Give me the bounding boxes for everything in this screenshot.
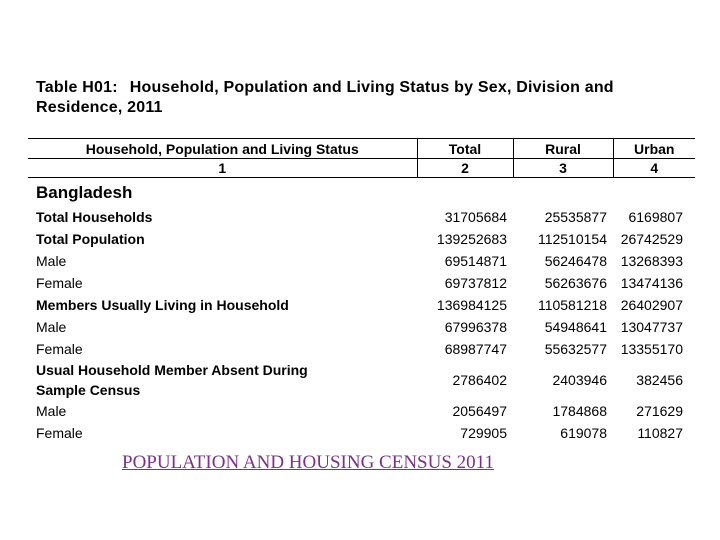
- row-label: Male: [36, 403, 67, 419]
- row-label-line2: Sample Census: [36, 382, 141, 398]
- row-total: 139252683: [436, 231, 507, 247]
- row-label: Female: [36, 341, 83, 357]
- row-total: 136984125: [436, 297, 507, 313]
- table-title-text: Household, Population and Living Status by Sex, Division and Residence, 2011: [36, 79, 614, 116]
- table-row: [28, 400, 695, 422]
- row-rural: 2403946: [552, 372, 607, 388]
- row-total: 729905: [460, 425, 507, 441]
- row-urban: 110827: [637, 425, 683, 441]
- table-row: [28, 316, 695, 338]
- row-urban: 13474136: [620, 275, 683, 291]
- row-rural: 1784868: [552, 403, 607, 419]
- header-rural: Rural: [513, 139, 613, 159]
- row-label: [28, 360, 417, 400]
- row-total: 68987747: [444, 341, 507, 357]
- row-rural: 25535877: [544, 209, 607, 225]
- row-label: Female: [36, 425, 83, 441]
- table-row: [28, 338, 695, 360]
- table-row: [28, 422, 695, 444]
- table-row: [28, 250, 695, 272]
- row-urban: 13355170: [620, 341, 683, 357]
- footer-census-link[interactable]: POPULATION AND HOUSING CENSUS 2011: [122, 452, 494, 473]
- column-number-1: 1: [28, 159, 417, 178]
- row-urban: 26402907: [620, 297, 683, 313]
- section-row: [28, 178, 695, 207]
- row-urban: 6169807: [628, 209, 683, 225]
- row-rural: 110581218: [537, 297, 607, 313]
- section-title-bangladesh: Bangladesh: [36, 183, 133, 202]
- header-row: [28, 139, 695, 159]
- table-row: [28, 228, 695, 250]
- column-number-4: 4: [613, 159, 695, 178]
- row-urban: 26742529: [620, 231, 683, 247]
- row-label: Total Population: [36, 231, 145, 247]
- row-rural: 55632577: [544, 341, 607, 357]
- header-urban: Urban: [613, 139, 695, 159]
- row-rural: 56263676: [544, 275, 607, 291]
- header-status: Household, Population and Living Status: [28, 139, 417, 159]
- row-label: Total Households: [36, 209, 153, 225]
- row-urban: 271629: [636, 403, 683, 419]
- row-rural: 112510154: [537, 231, 607, 247]
- row-total: 69737812: [444, 275, 507, 291]
- table-title: [36, 78, 696, 118]
- column-number-2: 2: [417, 159, 513, 178]
- row-urban: 13268393: [620, 253, 683, 269]
- row-label: Male: [36, 253, 67, 269]
- census-table: [28, 138, 695, 444]
- table-title-prefix: Table H01:: [36, 79, 118, 96]
- row-rural: 54948641: [544, 319, 607, 335]
- row-total: 2786402: [452, 372, 507, 388]
- header-total: Total: [417, 139, 513, 159]
- row-label: Members Usually Living in Household: [36, 297, 289, 313]
- table-row: [28, 294, 695, 316]
- row-urban: 382456: [636, 372, 683, 388]
- table-row: [28, 360, 695, 400]
- column-number-3: 3: [513, 159, 613, 178]
- row-total: 31705684: [444, 209, 507, 225]
- row-rural: 619078: [560, 425, 607, 441]
- table-row: [28, 272, 695, 294]
- row-rural: 56246478: [544, 253, 607, 269]
- row-urban: 13047737: [620, 319, 683, 335]
- table-row: [28, 206, 695, 228]
- row-total: 67996378: [444, 319, 507, 335]
- row-label: Female: [36, 275, 83, 291]
- row-label: Male: [36, 319, 67, 335]
- row-total: 69514871: [444, 253, 507, 269]
- row-total: 2056497: [452, 403, 507, 419]
- row-label-line1: Usual Household Member Absent During: [36, 362, 308, 378]
- column-number-row: [28, 159, 695, 178]
